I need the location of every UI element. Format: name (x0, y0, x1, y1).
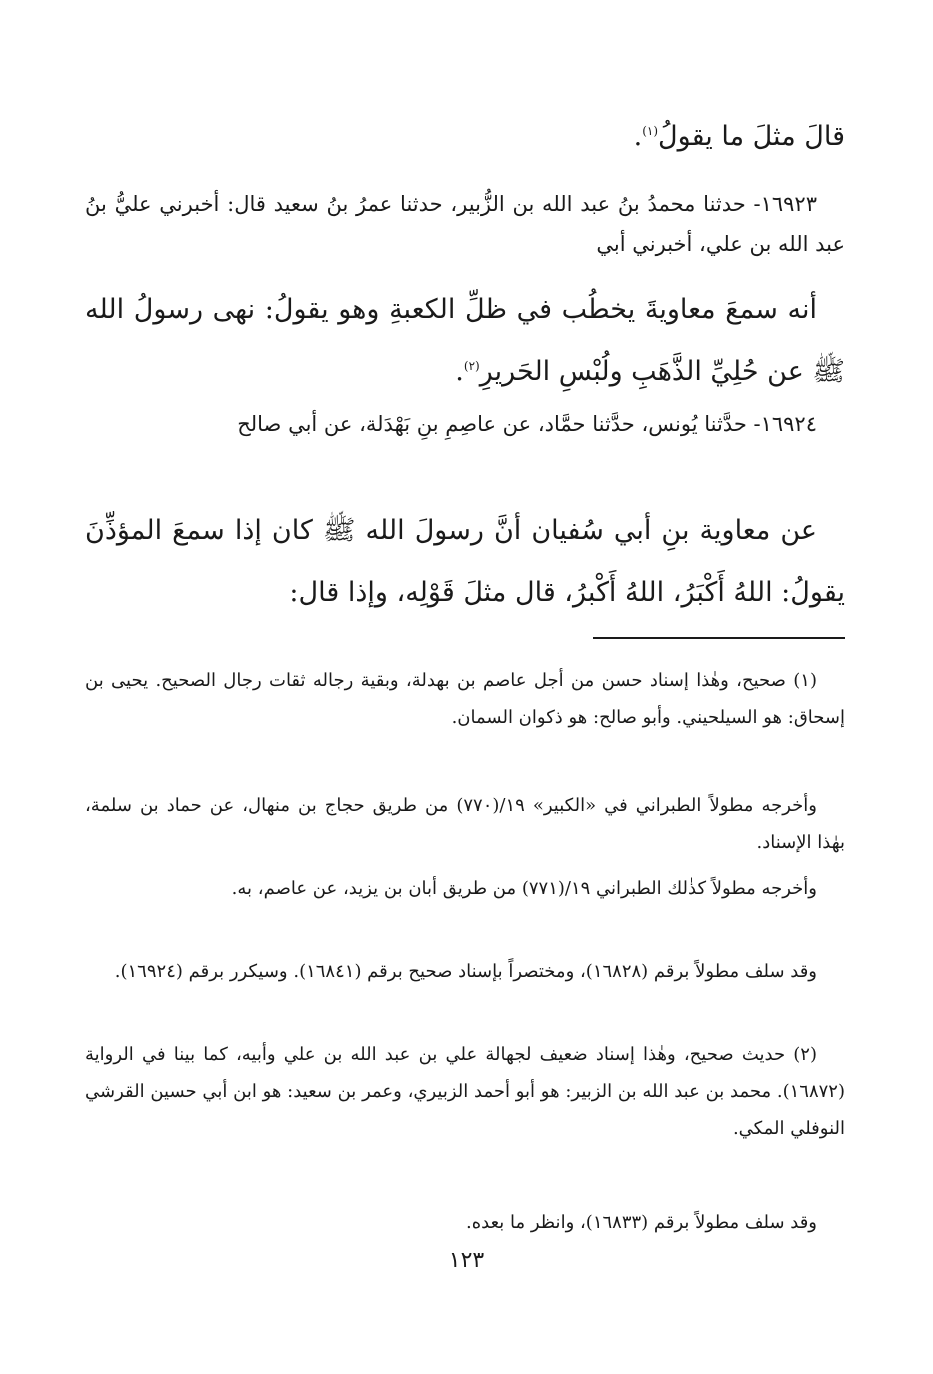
hadith-continuation: قالَ مثلَ ما يقولُ$^{(١)}$. (633, 121, 845, 152)
footnote-2-paragraph-2: وقد سلف مطولاً برقم (١٦٨٣٣)، وانظر ما بعده. (466, 1212, 817, 1233)
footnote-1-paragraph-2: وأخرجه مطولاً الطبراني في «الكبير» ١٩/(٧٧٠) من طريق حجاج بن منهال، عن حماد بن سلمة، بهٰذا الإسناد. (85, 795, 845, 853)
hadith-16924-isnad: ١٦٩٢٤- حدَّثنا يُونس، حدَّثنا حمَّاد، عن عاصِمِ بنِ بَهْدَلة، عن أبي صالح (237, 412, 817, 436)
footnote-1-paragraph-3: وأخرجه مطولاً كذٰلك الطبراني ١٩/(٧٧١) من طريق أبان بن يزيد، عن عاصم، به. (231, 878, 817, 899)
footnote-2-paragraph-1: (٢) حديث صحيح، وهٰذا إسناد ضعيف لجهالة علي بن عبد الله بن علي وأبيه، كما بينا في الرواية (١٦٨٧٢). محمد بن عبد الله بن الزبير: هو أبو أحمد الزبيري، وعمر بن سعيد: هو ابن أبي حسين القرشي النوفلي المكي. (85, 1044, 845, 1139)
footnote-ref-2: (٢) (463, 359, 480, 373)
hadith-16923-text: أنه سمعَ معاويةَ يخطُب في ظلِّ الكعبةِ وهو يقولُ: نهى رسولُ الله ﷺ عن حُلِيِّ الذَّهَبِ ولُبْسِ الحَريرِ$^{(٢)}$. (85, 294, 845, 387)
hadith-16923-isnad: ١٦٩٢٣- حدثنا محمدُ بنُ عبد الله بن الزُّبير، حدثنا عمرُ بنُ سعيد قال: أخبرني عليُّ بنُ عبد الله بن علي، أخبرني أبي (85, 192, 845, 256)
footnote-1-paragraph-1: (١) صحيح، وهٰذا إسناد حسن من أجل عاصم بن بهدلة، وبقية رجاله ثقات رجال الصحيح. يحيى بن إسحاق: هو السيلحيني. وأبو صالح: هو ذكوان السمان. (85, 670, 845, 728)
hadith-16924-text: عن معاوية بنِ أبي سُفيان أنَّ رسولَ الله ﷺ كان إذا سمعَ المؤذِّنَ يقولُ: اللهُ أَكْبَرُ، اللهُ أَكْبرُ، قال مثلَ قَوْلِه، وإذا قال: (85, 515, 845, 608)
page-number: ١٢٣ (448, 1248, 485, 1273)
footnote-divider (593, 637, 845, 639)
footnote-ref-1: (١) (642, 124, 659, 138)
footnote-1-paragraph-4: وقد سلف مطولاً برقم (١٦٨٢٨)، ومختصراً بإسناد صحيح برقم (١٦٨٤١). وسيكرر برقم (١٦٩٢٤). (114, 961, 817, 982)
